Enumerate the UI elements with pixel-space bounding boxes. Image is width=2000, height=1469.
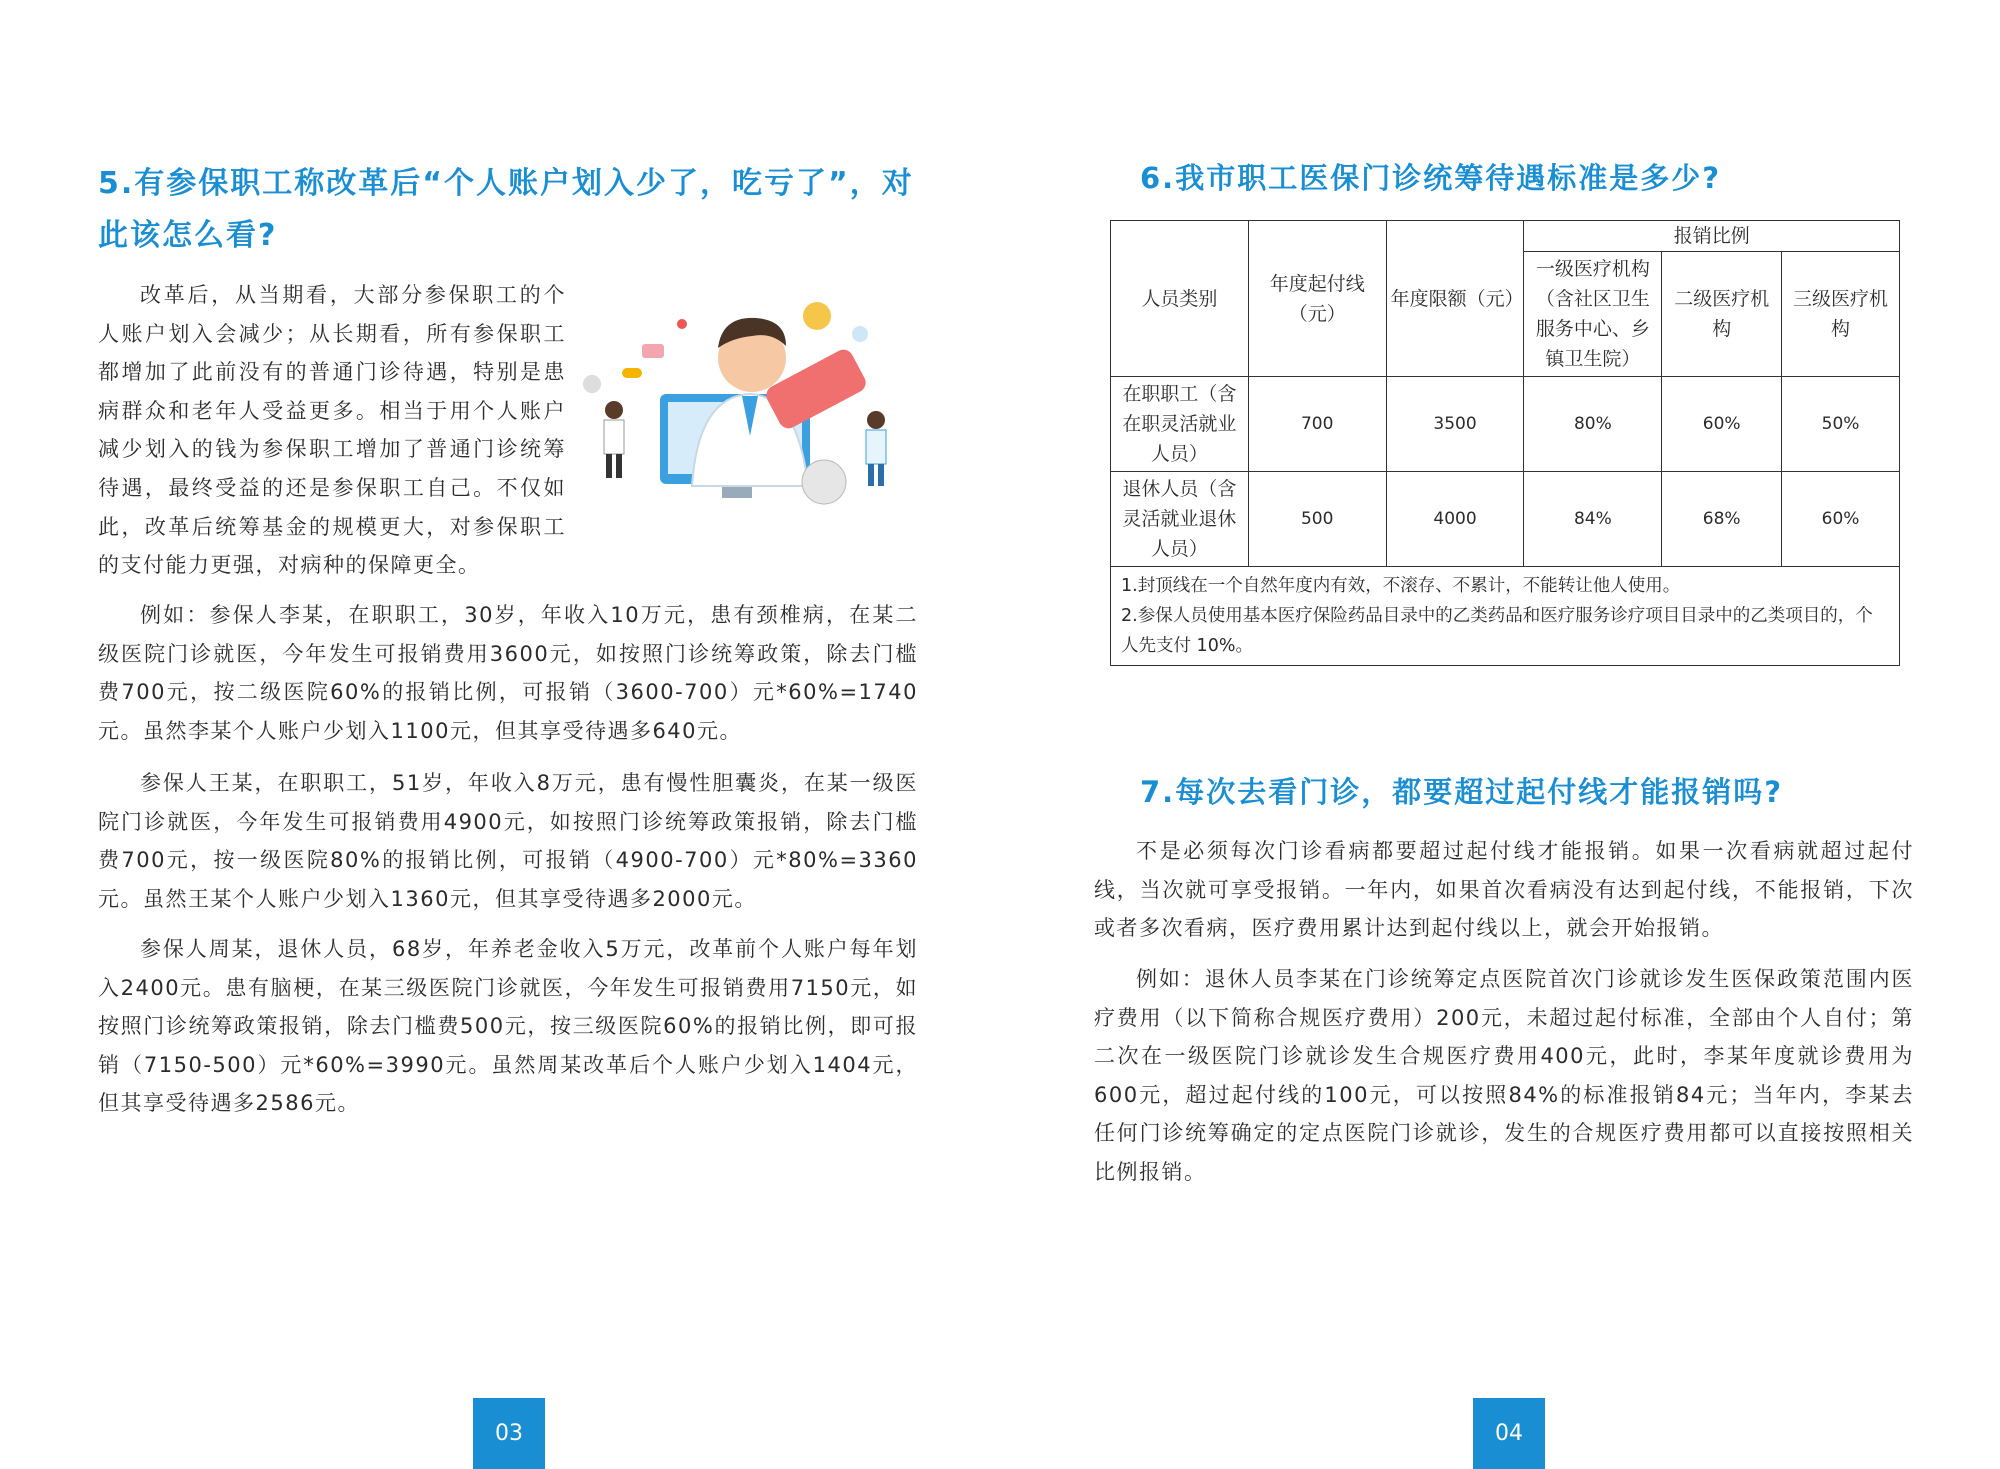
row-level1: 84% (1524, 472, 1662, 567)
row-level2: 60% (1662, 377, 1782, 472)
row-category: 在职职工（含在职灵活就业人员） (1111, 377, 1249, 472)
header-level3: 三级医疗机构 (1782, 252, 1900, 377)
q5-title: 5.有参保职工称改革后“个人账户划入少了，吃亏了”，对此该怎么看? (98, 166, 914, 253)
header-ratio-group: 报销比例 (1524, 221, 1900, 252)
header-category: 人员类别 (1111, 221, 1249, 377)
table-header-row (1111, 221, 1900, 252)
row-level1: 80% (1524, 377, 1662, 472)
header-level1: 一级医疗机构（含社区卫生服务中心、乡镇卫生院） (1524, 252, 1662, 377)
q5-paragraph-4: 参保人周某，退休人员，68岁，年养老金收入5万元，改革前个人账户每年划入2400元。患有脑梗，在某三级医院门诊就医，今年发生可报销费用7150元，如按照门诊统筹政策报销，除去门槛费500元，按三级医院60%的报销比例，即可报销（7150-500）元*60%=3990元。虽然周某改革后个人账户少划入1404元，但其享受待遇多2586元。 (98, 937, 918, 1116)
table-note-1: 1.封顶线在一个自然年度内有效，不滚存、不累计，不能转让他人使用。 (1121, 576, 1681, 596)
header-level2: 二级医疗机构 (1662, 252, 1782, 377)
table-row (1111, 472, 1900, 567)
q5-paragraph-1-text: 改革后，从当期看，大部分参保职工的个人账户划入会减少；从长期看，所有参保职工都增加了此前没有的普通门诊待遇，特别是患病群众和老年人受益更多。相当于用个人账户减少划入的钱为参保职工增加了普通门诊统筹待遇，最终受益的还是参保职工自己。不仅如此，改革后统筹基金的规模更大，对参保职工的支付能力更强，对病种的保障更全。 (98, 283, 566, 578)
row-deductible: 700 (1248, 377, 1386, 472)
table-row (1111, 377, 1900, 472)
row-limit: 3500 (1386, 377, 1524, 472)
table-notes (1111, 567, 1900, 666)
q6-title: 6.我市职工医保门诊统筹待遇标准是多少? (1140, 161, 1722, 195)
table-notes-row (1111, 567, 1900, 666)
page-number-right: 04 (1473, 1398, 1545, 1469)
q5-paragraph-1 (98, 276, 918, 585)
q5-paragraph-3: 参保人王某，在职职工，51岁，年收入8万元，患有慢性胆囊炎，在某一级医院门诊就医，今年发生可报销费用4900元，如按照门诊统筹政策报销，除去门槛费700元，按一级医院80%的报销比例，可报销（4900-700）元*80%=3360元。虽然王某个人账户少划入1360元，但其享受待遇多2000元。 (98, 771, 918, 911)
table-note-2: 2.参保人员使用基本医疗保险药品目录中的乙类药品和医疗服务诊疗项目目录中的乙类项目的，个人先支付 10%。 (1121, 606, 1873, 656)
row-level3: 60% (1782, 472, 1900, 567)
header-deductible: 年度起付线（元） (1248, 221, 1386, 377)
row-category: 退休人员（含灵活就业退休人员） (1111, 472, 1249, 567)
q7-paragraph-2: 例如：退休人员李某在门诊统筹定点医院首次门诊就诊发生医保政策范围内医疗费用（以下简称合规医疗费用）200元，未超过起付标准，全部由个人自付；第二次在一级医院门诊就诊发生合规医疗费用400元，此时，李某年度就诊费用为600元，超过起付线的100元，可以按照84%的标准报销84元；当年内，李某去任何门诊统筹确定的定点医院门诊就诊，发生的合规医疗费用都可以直接按照相关比例报销。 (1094, 967, 1914, 1184)
outpatient-standards-table (1110, 220, 1900, 666)
row-limit: 4000 (1386, 472, 1524, 567)
q7-title: 7.每次去看门诊，都要超过起付线才能报销吗? (1140, 775, 1784, 809)
q7-paragraph-1: 不是必须每次门诊看病都要超过起付线才能报销。如果一次看病就超过起付线，当次就可享受报销。一年内，如果首次看病没有达到起付线，不能报销，下次或者多次看病，医疗费用累计达到起付线以上，就会开始报销。 (1094, 839, 1914, 941)
q5-paragraph-2: 例如：参保人李某，在职职工，30岁，年收入10万元，患有颈椎病，在某二级医院门诊就医，今年发生可报销费用3600元，如按照门诊统筹政策，除去门槛费700元，按二级医院60%的报销比例，可报销（3600-700）元*60%=1740元。虽然李某个人账户少划入1100元，但其享受待遇多640元。 (98, 603, 918, 743)
row-level2: 68% (1662, 472, 1782, 567)
row-level3: 50% (1782, 377, 1900, 472)
header-limit: 年度限额（元） (1386, 221, 1524, 377)
row-deductible: 500 (1248, 472, 1386, 567)
page-number-left: 03 (473, 1398, 545, 1469)
right-page (1000, 0, 2000, 1469)
